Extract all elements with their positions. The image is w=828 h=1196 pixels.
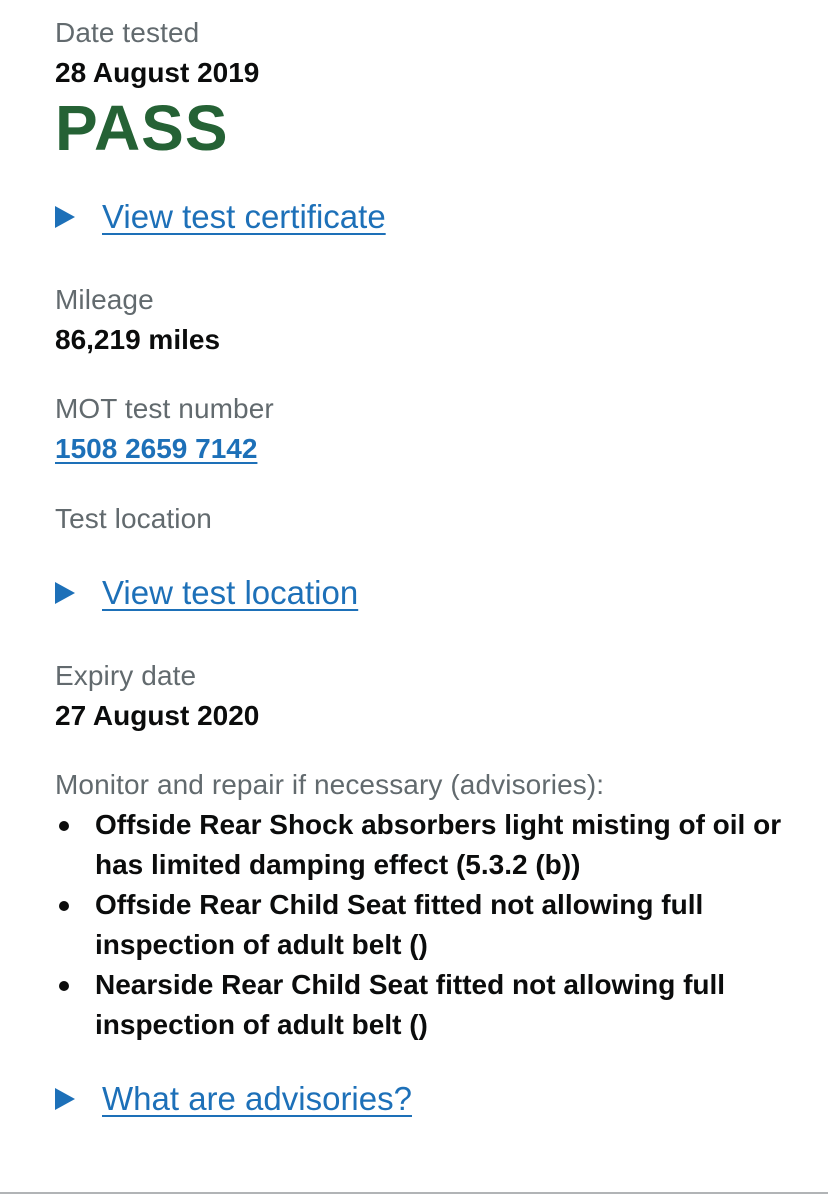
advisories-section	[55, 765, 790, 1045]
advisories-list	[55, 805, 790, 1045]
view-test-certificate-link[interactable]: View test certificate	[102, 198, 386, 235]
mot-test-number-label: MOT test number	[55, 393, 274, 424]
expand-triangle-icon	[55, 1088, 75, 1110]
advisories-label: Monitor and repair if necessary (advisories):	[55, 769, 605, 800]
advisory-text: Offside Rear Shock absorbers light misting of oil or has limited damping effect (5.3.2 (b))	[95, 809, 782, 880]
expiry-date-section	[55, 656, 259, 736]
bullet-icon	[59, 821, 69, 831]
bullet-icon	[59, 981, 69, 991]
view-test-certificate-toggle[interactable]	[55, 193, 386, 241]
date-tested-value: 28 August 2019	[55, 57, 260, 88]
section-divider	[0, 1192, 828, 1194]
mot-test-number-link[interactable]: 1508 2659 7142	[55, 433, 258, 464]
mileage-label: Mileage	[55, 284, 154, 315]
advisory-text: Nearside Rear Child Seat fitted not allowing full inspection of adult belt ()	[95, 969, 726, 1040]
expand-triangle-icon	[55, 582, 75, 604]
advisory-item	[55, 805, 790, 885]
date-tested-label: Date tested	[55, 17, 200, 48]
expiry-date-value: 27 August 2020	[55, 700, 260, 731]
mileage-value: 86,219 miles	[55, 324, 221, 355]
test-result-status: PASS	[55, 92, 229, 164]
advisory-item	[55, 965, 790, 1045]
advisory-text: Offside Rear Child Seat fitted not allowing full inspection of adult belt ()	[95, 889, 704, 960]
expand-triangle-icon	[55, 206, 75, 228]
test-location-label: Test location	[55, 503, 212, 534]
mileage-section	[55, 280, 220, 360]
what-are-advisories-link[interactable]: What are advisories?	[102, 1080, 412, 1117]
date-tested-section	[55, 13, 259, 93]
expiry-date-label: Expiry date	[55, 660, 197, 691]
what-are-advisories-toggle[interactable]	[55, 1075, 412, 1123]
view-test-location-toggle[interactable]	[55, 569, 358, 617]
advisory-item	[55, 885, 790, 965]
mot-test-number-section	[55, 389, 274, 469]
bullet-icon	[59, 901, 69, 911]
view-test-location-link[interactable]: View test location	[102, 574, 359, 611]
